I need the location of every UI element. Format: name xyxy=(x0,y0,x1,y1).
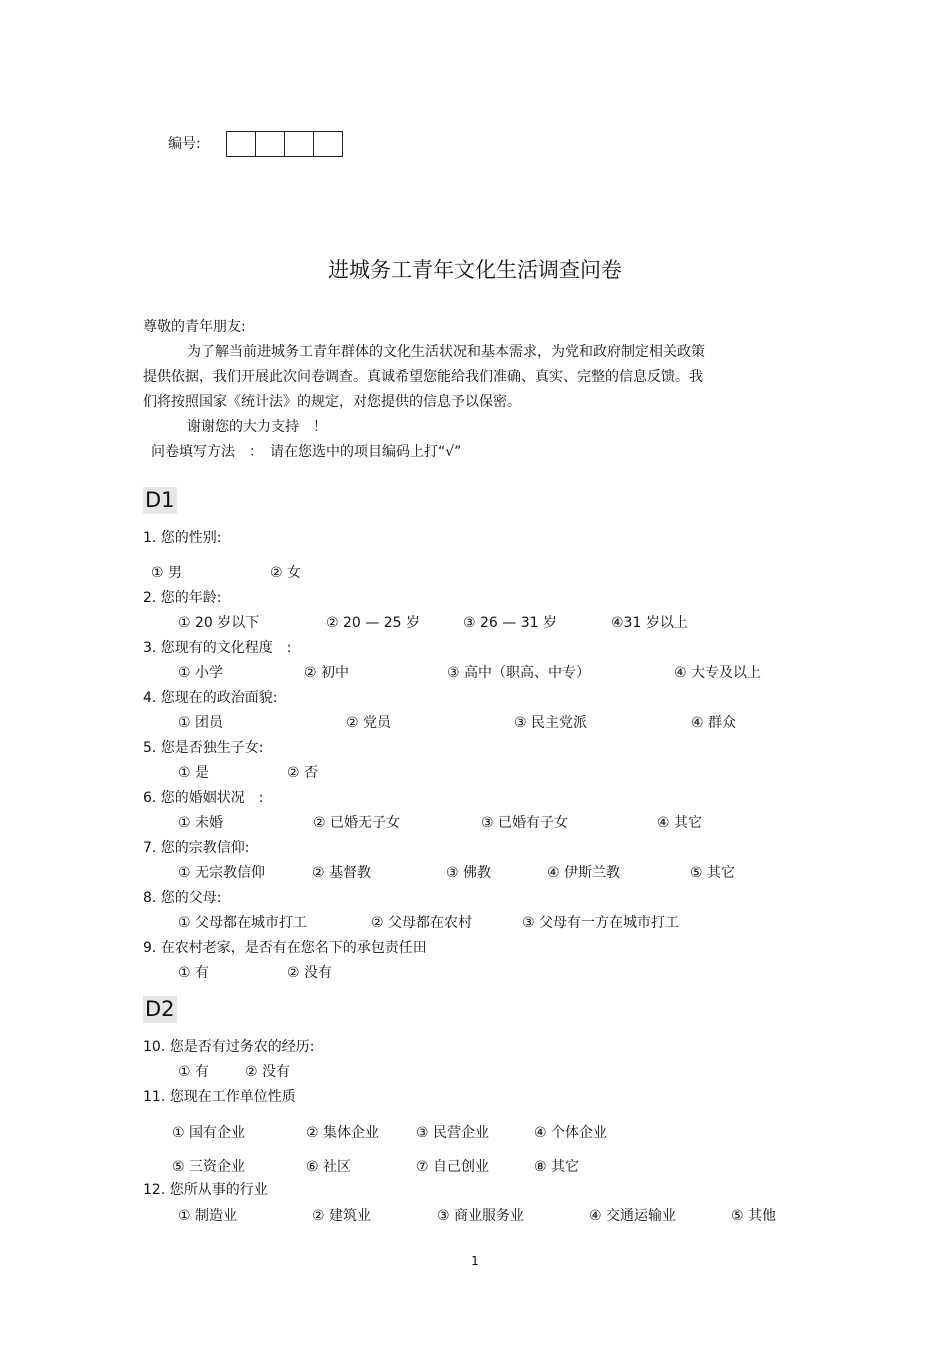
intro-paragraph xyxy=(143,340,743,465)
question-6: 6. 您的婚姻状况 : xyxy=(143,790,264,806)
q1-option-1[interactable]: ① 男 xyxy=(151,565,183,581)
q8-option-2[interactable]: ② 父母都在农村 xyxy=(371,915,473,931)
q6-option-1[interactable]: ① 未婚 xyxy=(178,815,224,831)
q2-option-3[interactable]: ③ 26 — 31 岁 xyxy=(463,615,557,631)
question-10: 10. 您是否有过务农的经历: xyxy=(143,1039,315,1055)
q4-option-2[interactable]: ② 党员 xyxy=(346,715,392,731)
q12-option-2[interactable]: ② 建筑业 xyxy=(312,1208,372,1224)
intro-line: 为了解当前进城务工青年群体的文化生活状况和基本需求，为党和政府制定相关政策 xyxy=(187,344,705,360)
q6-option-4[interactable]: ④ 其它 xyxy=(657,815,703,831)
question-5: 5. 您是否独生子女: xyxy=(143,740,264,756)
q9-option-2[interactable]: ② 没有 xyxy=(287,965,333,981)
q11-option-2[interactable]: ② 集体企业 xyxy=(306,1125,380,1141)
q8-option-3[interactable]: ③ 父母有一方在城市打工 xyxy=(522,915,680,931)
q10-option-1[interactable]: ① 有 xyxy=(178,1064,210,1080)
question-11: 11. 您现在工作单位性质 xyxy=(143,1089,296,1105)
question-3: 3. 您现有的文化程度 : xyxy=(143,640,292,656)
q11-option-4[interactable]: ④ 个体企业 xyxy=(534,1125,608,1141)
q9-option-1[interactable]: ① 有 xyxy=(178,965,210,981)
question-12: 12. 您所从事的行业 xyxy=(143,1182,268,1198)
q3-option-3[interactable]: ③ 高中（职高、中专） xyxy=(447,665,591,681)
q7-option-3[interactable]: ③ 佛教 xyxy=(446,865,492,881)
q3-option-2[interactable]: ② 初中 xyxy=(304,665,350,681)
section-d2-heading: D2 xyxy=(145,997,175,1021)
q7-option-5[interactable]: ⑤ 其它 xyxy=(690,865,736,881)
question-8: 8. 您的父母: xyxy=(143,890,222,906)
intro-line: 们将按照国家《统计法》的规定，对您提供的信息予以保密。 xyxy=(143,394,521,410)
q12-option-3[interactable]: ③ 商业服务业 xyxy=(437,1208,525,1224)
q7-option-2[interactable]: ② 基督教 xyxy=(312,865,372,881)
question-9: 9. 在农村老家，是否有在您名下的承包责任田 xyxy=(143,940,427,956)
page-number: 1 xyxy=(471,1254,479,1268)
serial-box[interactable] xyxy=(255,131,285,157)
intro-line: 提供依据，我们开展此次问卷调查。真诚希望您能给我们准确、真实、完整的信息反馈。我 xyxy=(143,369,703,385)
q8-option-1[interactable]: ① 父母都在城市打工 xyxy=(178,915,308,931)
q2-option-1[interactable]: ① 20 岁以下 xyxy=(178,615,260,631)
q10-option-2[interactable]: ② 没有 xyxy=(245,1064,291,1080)
q4-option-1[interactable]: ① 团员 xyxy=(178,715,224,731)
q11-option-3[interactable]: ③ 民营企业 xyxy=(416,1125,490,1141)
q1-option-2[interactable]: ② 女 xyxy=(270,565,302,581)
q6-option-3[interactable]: ③ 已婚有子女 xyxy=(481,815,569,831)
question-7: 7. 您的宗教信仰: xyxy=(143,840,250,856)
q5-option-2[interactable]: ② 否 xyxy=(287,765,319,781)
q12-option-1[interactable]: ① 制造业 xyxy=(178,1208,238,1224)
q5-option-1[interactable]: ① 是 xyxy=(178,765,210,781)
serial-box[interactable] xyxy=(226,131,256,157)
q12-option-4[interactable]: ④ 交通运输业 xyxy=(589,1208,677,1224)
serial-box[interactable] xyxy=(313,131,343,157)
q11-option-7[interactable]: ⑦ 自己创业 xyxy=(416,1159,490,1175)
thanks-line: 谢谢您的大力支持 ！ xyxy=(187,419,327,435)
section-d1-heading: D1 xyxy=(145,488,175,512)
q11-option-1[interactable]: ① 国有企业 xyxy=(172,1125,246,1141)
serial-box[interactable] xyxy=(284,131,314,157)
q2-option-4[interactable]: ④31 岁以上 xyxy=(611,615,688,631)
q7-option-4[interactable]: ④ 伊斯兰教 xyxy=(547,865,621,881)
greeting: 尊敬的青年朋友: xyxy=(143,319,246,335)
question-1: 1. 您的性别: xyxy=(143,530,222,546)
q6-option-2[interactable]: ② 已婚无子女 xyxy=(313,815,401,831)
document-title: 进城务工青年文化生活调查问卷 xyxy=(328,258,622,282)
q11-option-8[interactable]: ⑧ 其它 xyxy=(534,1159,580,1175)
q11-option-6[interactable]: ⑥ 社区 xyxy=(306,1159,352,1175)
fill-method: 问卷填写方法 ： 请在您选中的项目编码上打“√” xyxy=(151,444,462,460)
q7-option-1[interactable]: ① 无宗教信仰 xyxy=(178,865,266,881)
question-2: 2. 您的年龄: xyxy=(143,590,222,606)
q11-option-5[interactable]: ⑤ 三资企业 xyxy=(172,1159,246,1175)
q3-option-4[interactable]: ④ 大专及以上 xyxy=(674,665,762,681)
q4-option-4[interactable]: ④ 群众 xyxy=(691,715,737,731)
q12-option-5[interactable]: ⑤ 其他 xyxy=(731,1208,777,1224)
q4-option-3[interactable]: ③ 民主党派 xyxy=(514,715,588,731)
serial-number-boxes[interactable] xyxy=(227,131,343,157)
question-4: 4. 您现在的政治面貌: xyxy=(143,690,278,706)
q3-option-1[interactable]: ① 小学 xyxy=(178,665,224,681)
serial-label: 编号: xyxy=(168,136,201,152)
q2-option-2[interactable]: ② 20 — 25 岁 xyxy=(326,615,420,631)
